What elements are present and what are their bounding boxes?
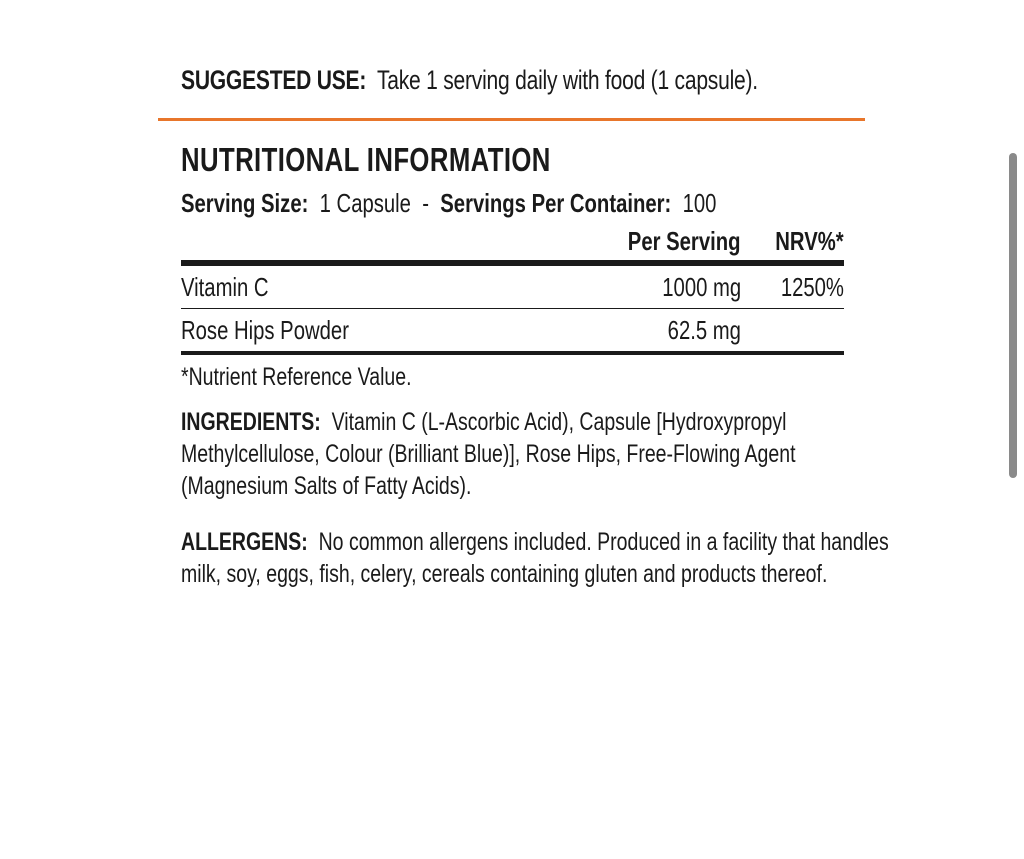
- serving-info: [181, 186, 867, 220]
- serving-separator: -: [422, 188, 429, 218]
- serving-size-label: Serving Size:: [181, 188, 309, 218]
- nutrition-table: [181, 224, 844, 355]
- table-header: [181, 224, 844, 260]
- allergens-line: No common allergens included. Produced in a facility that handles: [318, 528, 889, 556]
- nutrient-name: Rose Hips Powder: [181, 315, 349, 345]
- table-row: [181, 309, 844, 351]
- ingredients-line: (Magnesium Salts of Fatty Acids).: [181, 472, 472, 500]
- scrollbar-thumb[interactable]: [1009, 153, 1017, 478]
- nutrition-title: NUTRITIONAL INFORMATION: [181, 141, 551, 178]
- servings-per-container-value: 100: [682, 188, 717, 218]
- column-header-per-serving: Per Serving: [628, 226, 741, 256]
- suggested-use: [181, 62, 921, 98]
- ingredients-line: Methylcellulose, Colour (Brilliant Blue)], Rose Hips, Free-Flowing Agent: [181, 440, 796, 468]
- allergens-section: [181, 526, 1001, 590]
- nutrient-nrv: 1250%: [780, 272, 844, 302]
- ingredients-label: INGREDIENTS:: [181, 408, 321, 436]
- allergens-label: ALLERGENS:: [181, 528, 308, 556]
- ingredients-line: Vitamin C (L-Ascorbic Acid), Capsule [Hydroxypropyl: [331, 408, 787, 436]
- allergens-line: milk, soy, eggs, fish, celery, cereals containing gluten and products thereof.: [181, 560, 828, 588]
- column-header-nrv: NRV%*: [775, 226, 844, 256]
- suggested-use-label: SUGGESTED USE:: [181, 65, 367, 95]
- nrv-footnote: *Nutrient Reference Value.: [181, 363, 412, 391]
- suggested-use-text: Take 1 serving daily with food (1 capsule).: [376, 65, 758, 95]
- section-divider: [158, 118, 865, 121]
- nutrient-amount: 62.5 mg: [667, 315, 741, 345]
- nutrient-amount: 1000 mg: [662, 272, 741, 302]
- serving-size-value: 1 Capsule: [319, 188, 411, 218]
- ingredients-section: [181, 406, 1001, 502]
- nutrient-name: Vitamin C: [181, 272, 269, 302]
- table-row: [181, 266, 844, 308]
- table-bottom-rule: [181, 351, 844, 355]
- servings-per-container-label: Servings Per Container:: [440, 188, 672, 218]
